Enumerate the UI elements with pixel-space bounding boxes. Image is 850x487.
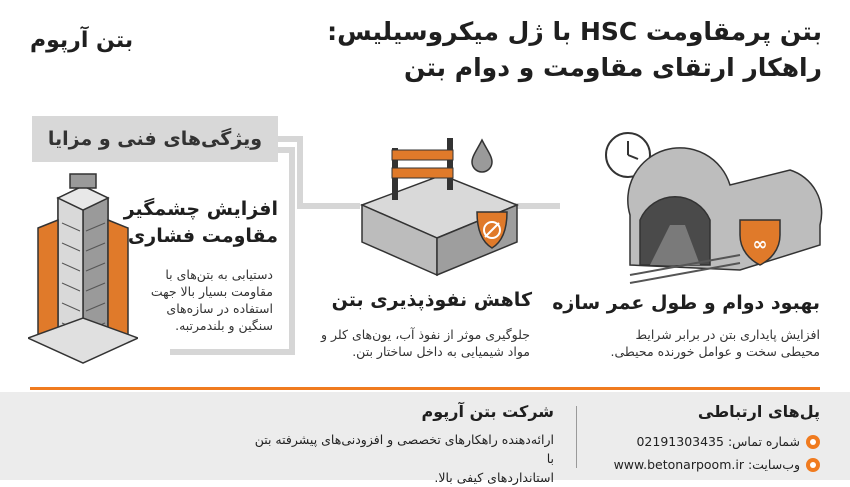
card-durability-desc: افزایش پایداری بتن در برابر شرایط محیطی سخت و عوامل خورنده محیطی. [610,327,820,359]
brand-logo-text: بتن آرپوم [30,28,134,53]
website-row[interactable] [614,457,820,472]
card-permeability-desc: جلوگیری موثر از نفوذ آب، یون‌های کلر و مواد شیمیایی به داخل ساختار بتن. [320,327,530,359]
website-text: وب‌سایت: www.betonarpoom.ir [613,457,800,472]
phone-text: شماره تماس: 02191303435 [636,434,800,449]
card-permeability-title: کاهش نفوذپذیری بتن [331,289,532,311]
company-desc: ارائه‌دهنده راهکارهای تخصصی و افزودنی‌های پیشرفته بتن با استانداردهای کیفی بالا. [254,432,554,485]
section-label: ویژگی‌های فنی و مزایا [32,116,278,162]
concrete-block-barrier-icon [352,130,532,290]
tunnel-clock-icon [590,125,830,285]
phone-row[interactable] [636,434,820,449]
card-durability-title: بهبود دوام و طول عمر سازه [552,292,820,314]
company-title: شرکت بتن آرپوم [421,402,554,421]
contact-title: پل‌های ارتباطی [697,402,820,421]
phone-icon [806,435,820,449]
skyscraper-icon [28,168,138,368]
svg-text:∞: ∞ [752,234,768,255]
title-line-2: راهکار ارتقای مقاومت و دوام بتن [403,53,822,82]
globe-icon [806,458,820,472]
orange-divider [30,387,820,390]
card-compressive-title: افزایش چشمگیر مقاومت فشاری [123,198,278,247]
title-line-1: بتن پرمقاومت HSC با ژل میکروسیلیس: [327,17,822,46]
card-compressive-desc: دستیابی به بتن‌های با مقاومت بسیار بالا جهت استفاده در سازه‌های سنگین و بلندمرتبه. [150,267,273,333]
footer-divider [576,406,577,468]
